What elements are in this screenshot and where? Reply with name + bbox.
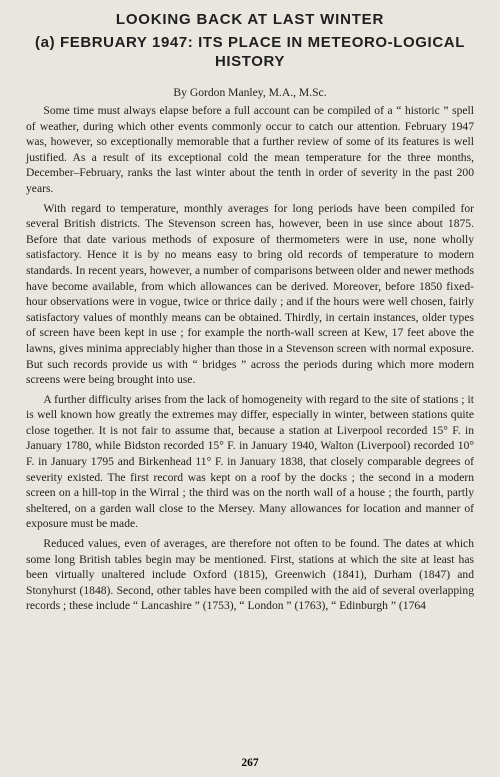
body-paragraph-4: Reduced values, even of averages, are therefore not often to be found. The dates at which some long British tables begin may be mentioned. First, stations at which the site at least has been virtually unaltered include Oxford (1815), Greenwich (1841), Durham (1847) and Stonyhurst (1848). Second, other tables have been compiled with the aid of several overlapping records ; these include “ Lancashire ” (1753), “ London ” (1763), “ Edinburgh ” (1764	[26, 537, 474, 613]
article-title: LOOKING BACK AT LAST WINTER	[115, 11, 385, 28]
page-number: 267	[241, 757, 259, 769]
author-byline: By Gordon Manley, M.A., M.Sc.	[173, 86, 327, 99]
body-paragraph-2: With regard to temperature, monthly averages for long periods have been compiled for several British districts. The Stevenson screen has, however, been in use since about 1875. Before that date various methods of exposure of thermometers were in use, none wholly satisfactory. Hence it is by no means easy to bring old records of temperature to modern standards. In recent years, however, a number of comparisons between older and newer methods have become available, from which allowances can be derived. Moreover, before 1850 fixed-hour observations were in vogue, twice or thrice daily ; and if the hours were well chosen, fairly satisfactory values of monthly means can be obtained. Thirdly, in certain instances, older types of screen have been kept in use ; for example the north-wall screen at Kew, 17 feet above the lawns, gives minima appreciably higher than those in a Stevenson screen with normal exposure. But such records provide us with “ bridges ” across the periods during which more modern screens were being brought into use.	[26, 201, 474, 387]
body-paragraph-1: Some time must always elapse before a full account can be compiled of a “ historic ” spell of weather, during which other events commonly occur to catch our attention. February 1947 was, however, so exceptionally memorable that a further review of some of its features is well justified. As a result of its exceptional cold the mean temperature for the three months, December–February, ranks the last winter about the tenth in order of severity in the past 200 years.	[26, 104, 474, 195]
article-subtitle: (a) FEBRUARY 1947: ITS PLACE IN METEORO-LOGICAL HISTORY	[35, 34, 465, 70]
body-paragraph-3: A further difficulty arises from the lack of homogeneity with regard to the site of stations ; it is well known how greatly the extremes may differ, especially in winter, between stations quite close together. It is not fair to assume that, because a station at Liverpool recorded 15° F. in January 1780, while Bidston recorded 15° F. in January 1940, Walton (Liverpool) recorded 10° F. in January 1795 and Birkenhead 11° F. in January 1838, that closely comparable degrees of severity existed. The first record was kept on a roof by the docks ; the second in a modern screen on a hill-top in the Wirral ; the third was on the north wall of a house ; the fourth, partly sheltered, on a garden wall close to the Mersey. Many allowances for location and manner of exposure must be made.	[26, 392, 474, 531]
